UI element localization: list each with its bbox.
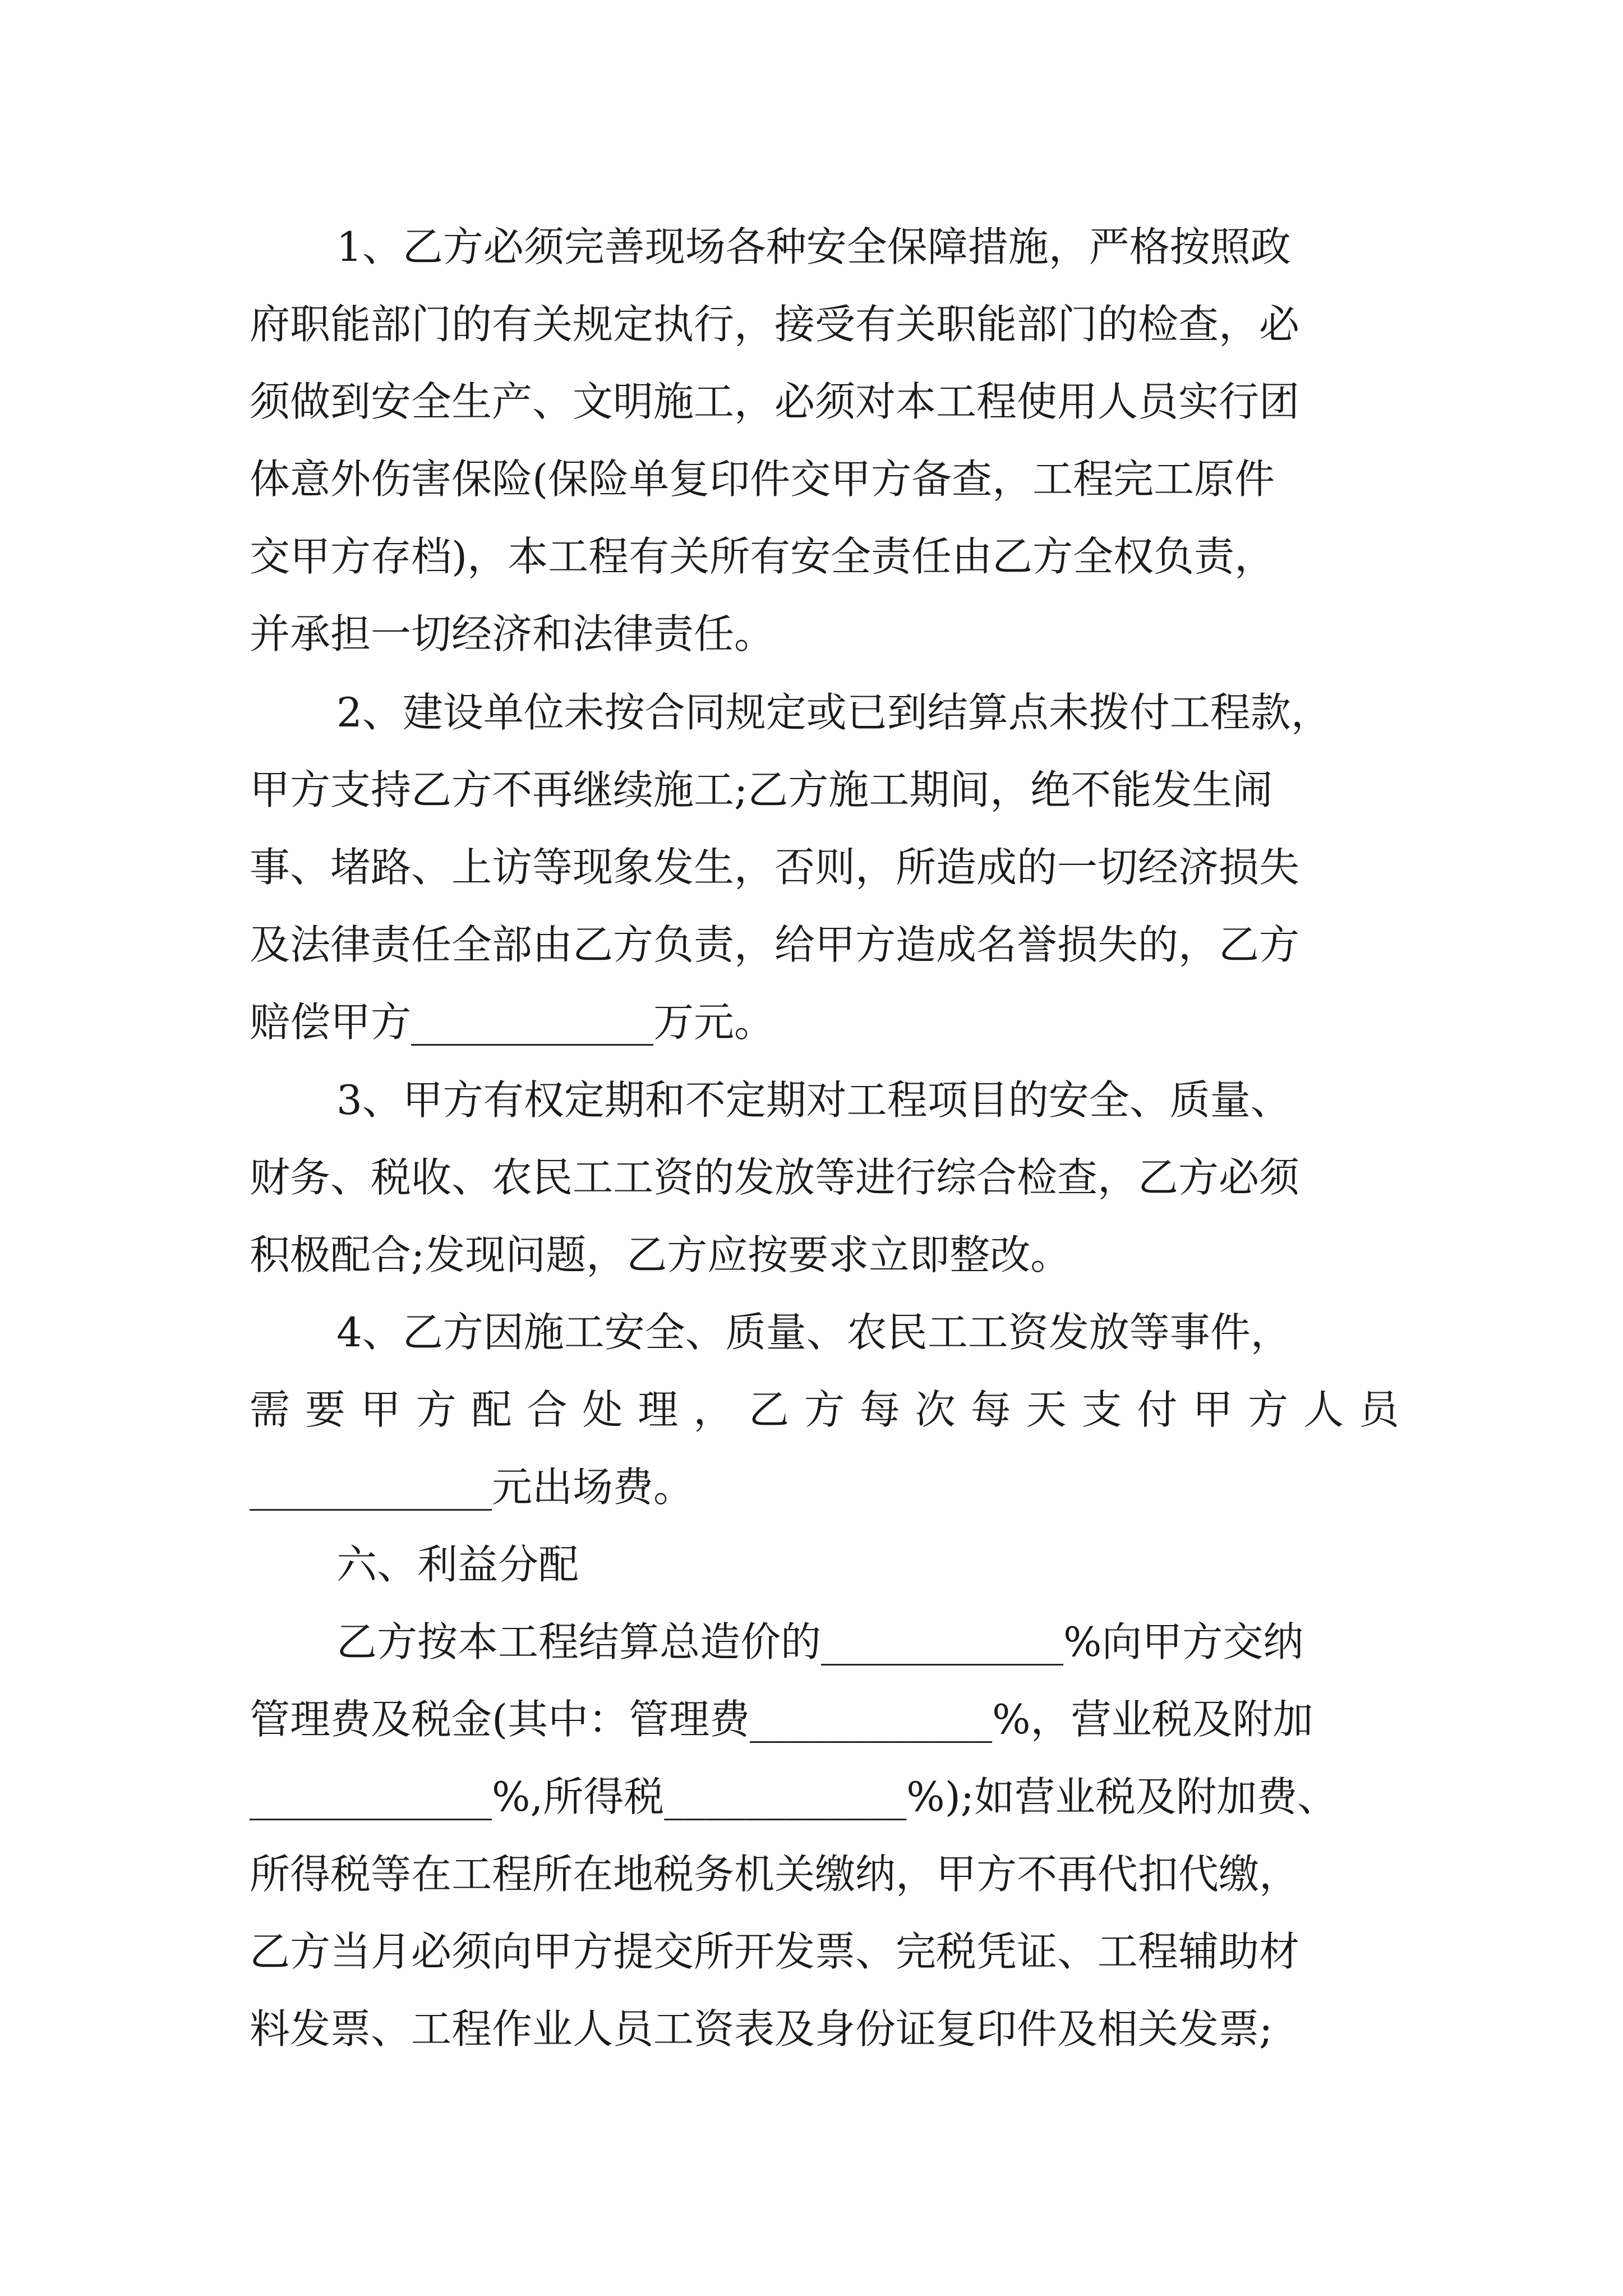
clause-4-line-3: ____________元出场费。 [250, 1464, 694, 1511]
clause-2-line-1: 2、建设单位未按合同规定或已到结算点未拨付工程款， [336, 689, 1331, 736]
clause-1-line-5: 交甲方存档)，本工程有关所有安全责任由乙方全权负责， [250, 533, 1275, 580]
clause-3-line-3: 积极配合;发现问题，乙方应按要求立即整改。 [250, 1231, 1071, 1278]
section-heading-profit-distribution: 六、利益分配 [336, 1541, 579, 1588]
clause-2-line-5: 赔偿甲方____________万元。 [250, 999, 775, 1046]
clause-1-line-4: 体意外伤害保险(保险单复印件交甲方备查，工程完工原件 [250, 455, 1275, 503]
profit-line-6: 料发票、工程作业人员工资表及身份证复印件及相关发票; [250, 2005, 1273, 2053]
profit-line-4: 所得税等在工程所在地税务机关缴纳，甲方不再代扣代缴， [250, 1851, 1300, 1898]
clause-1-line-3: 须做到安全生产、文明施工，必须对本工程使用人员实行团 [250, 378, 1300, 425]
profit-line-1: 乙方按本工程结算总造价的____________%向甲方交纳 [336, 1618, 1304, 1665]
profit-line-5: 乙方当月必须向甲方提交所开发票、完税凭证、工程辅助材 [250, 1928, 1300, 1975]
clause-3-line-1: 3、甲方有权定期和不定期对工程项目的安全、质量、 [336, 1076, 1291, 1124]
profit-line-3: ____________%,所得税____________%);如营业税及附加费、 [250, 1773, 1338, 1820]
clause-1-line-6: 并承担一切经济和法律责任。 [250, 610, 775, 657]
clause-2-line-3: 事、堵路、上访等现象发生，否则，所造成的一切经济损失 [250, 844, 1300, 891]
clause-4-line-2: 需要甲方配合处理，乙方每次每天支付甲方人员 [250, 1386, 1399, 1433]
clause-1-line-2: 府职能部门的有关规定执行，接受有关职能部门的检查，必 [250, 301, 1300, 348]
profit-line-2: 管理费及税金(其中：管理费____________%，营业税及附加 [250, 1696, 1313, 1743]
clause-2-line-4: 及法律责任全部由乙方负责，给甲方造成名誉损失的，乙方 [250, 921, 1300, 968]
clause-1-line-1: 1、乙方必须完善现场各种安全保障措施，严格按照政 [336, 223, 1291, 270]
clause-3-line-2: 财务、税收、农民工工资的发放等进行综合检查，乙方必须 [250, 1154, 1300, 1201]
clause-2-line-2: 甲方支持乙方不再继续施工;乙方施工期间，绝不能发生闹 [250, 766, 1273, 813]
clause-4-line-1: 4、乙方因施工安全、质量、农民工工资发放等事件， [336, 1309, 1291, 1356]
